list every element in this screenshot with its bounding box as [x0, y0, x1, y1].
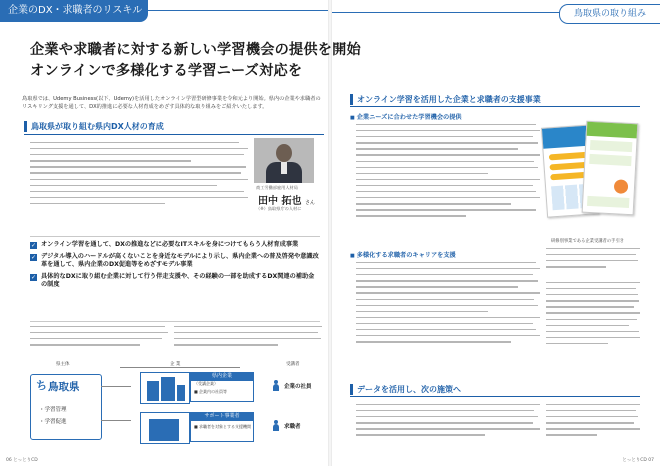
interviewee-honorific: さん — [304, 200, 315, 206]
org-role-1: ・学習管理 — [39, 407, 67, 413]
section-rule-right — [350, 106, 640, 107]
tottori-org-box — [30, 374, 102, 440]
photo-person-shirt — [281, 162, 287, 174]
headline-line-2: オンラインで多様化する学習ニーズ対応を — [30, 63, 303, 79]
connector-line — [101, 420, 131, 421]
body-text-right-6 — [546, 404, 640, 454]
subheading-1: ■ 企業ニーズに合わせた学習機会の提供 — [350, 112, 462, 121]
label-company-staff: 企業の社員 — [284, 384, 312, 390]
check-icon: ✓ — [30, 274, 37, 281]
tottori-logo-icon: ち — [36, 379, 47, 392]
section-rule — [24, 134, 324, 135]
interviewee-role: 商工労働部雇用人材局 — [256, 185, 298, 190]
header-rule-right — [332, 12, 560, 13]
person-icon — [272, 380, 280, 392]
diagram-col-gov: 県主体 — [56, 362, 70, 367]
check-icon: ✓ — [30, 242, 37, 249]
diagram-col-seeker: 受講者 — [286, 362, 300, 367]
page-number-left: 06 — [6, 458, 12, 463]
section-tab: 企業のDX・求職者のリスキル支援 — [0, 0, 148, 22]
page-headline — [30, 40, 361, 82]
list-item: ✓ 具体的なDXに取り組む企業に対して行う伴走支援や、その経験の一部を助成するDX関連の補助金の制度 — [30, 273, 315, 288]
brochure-caption: 研修別事業である企業受講者の手引き — [551, 239, 625, 244]
body-text-right-4 — [546, 282, 640, 372]
body-text-right-1 — [356, 124, 540, 244]
interviewee-affiliation: （※）鳥取県庁の人材に — [256, 206, 302, 211]
initiatives-list — [30, 236, 320, 322]
interviewee-name-text: 田中 拓也 — [258, 196, 302, 207]
body-text-right-5 — [356, 404, 540, 454]
diagram-divider — [120, 367, 240, 368]
body-text-2 — [30, 326, 168, 356]
list-item: ✓ オンライン学習を通して、DXの推進などに必要なITスキルを身につけてもらう人材育成事業 — [30, 241, 299, 249]
company-box-title: 県内企業 — [190, 372, 254, 380]
interviewee-photo — [254, 138, 314, 183]
section-heading-right: オンライン学習を活用した企業と求職者の支援事業 — [350, 94, 541, 105]
headline-line-1: 企業や求職者に対する新しい学習機会の提供を開始 — [30, 42, 361, 58]
check-icon: ✓ — [30, 254, 37, 261]
brochure-image — [544, 122, 636, 232]
category-tab: 鳥取県の取り組み — [559, 4, 660, 24]
interviewee-name — [258, 192, 315, 207]
footer-right — [622, 457, 654, 463]
section-rule-data — [350, 396, 640, 397]
diagram-col-company: 企 業 — [170, 362, 181, 367]
org-name: 鳥取県 — [48, 381, 80, 393]
support-box-sub: ■ 求職者を対象とする支援機関 — [194, 424, 252, 429]
support-box-title: サポート事業者 — [190, 412, 254, 420]
brochure-page-2 — [582, 121, 639, 216]
subheading-2: ■ 多様化する求職者のキャリアを支援 — [350, 250, 456, 259]
company-box-sub: （受講企業） — [194, 381, 218, 386]
page-number-right: 07 — [648, 458, 654, 463]
list-item: ✓ デジタル導入のハードルが高くないことを身近なモデルにより示し、県内企業への普及啓発や意識改革を通して、県内企業のDX促進等をめざすモデル事業 — [30, 253, 319, 268]
building-icon — [140, 372, 190, 404]
person-icon — [272, 420, 280, 432]
header-rule — [148, 10, 328, 11]
body-text-right-3 — [356, 262, 540, 372]
label-seeker: 求職者 — [284, 424, 301, 430]
company-box-note: ■ 企業内の社員等 — [194, 389, 228, 394]
body-text — [30, 142, 248, 222]
org-role-2: ・学習促進 — [39, 419, 67, 425]
section-heading-data: データを活用し、次の施策へ — [350, 384, 461, 395]
footer-left — [6, 457, 38, 463]
connector-line — [101, 386, 131, 387]
office-icon — [140, 412, 190, 444]
footer-brand-left: とっとりCD — [13, 458, 38, 463]
body-text-right-2 — [546, 248, 640, 274]
body-text-3 — [174, 326, 322, 356]
lead-paragraph: 鳥取県では、Udemy Business(以下、Udemy)を活用したオンライン学習型研修事業を令和元より開始。県内の企業や求職者のリスキリング支援を通して、DX的推進に必要な人材育成をめざす具体的な取り組みをご紹介いたします。 — [22, 96, 321, 110]
footer-brand-right: とっとりCD — [622, 458, 647, 463]
photo-person-head — [276, 144, 292, 162]
section-heading: 鳥取県が取り組む県内DX人材の育成 — [24, 121, 164, 132]
